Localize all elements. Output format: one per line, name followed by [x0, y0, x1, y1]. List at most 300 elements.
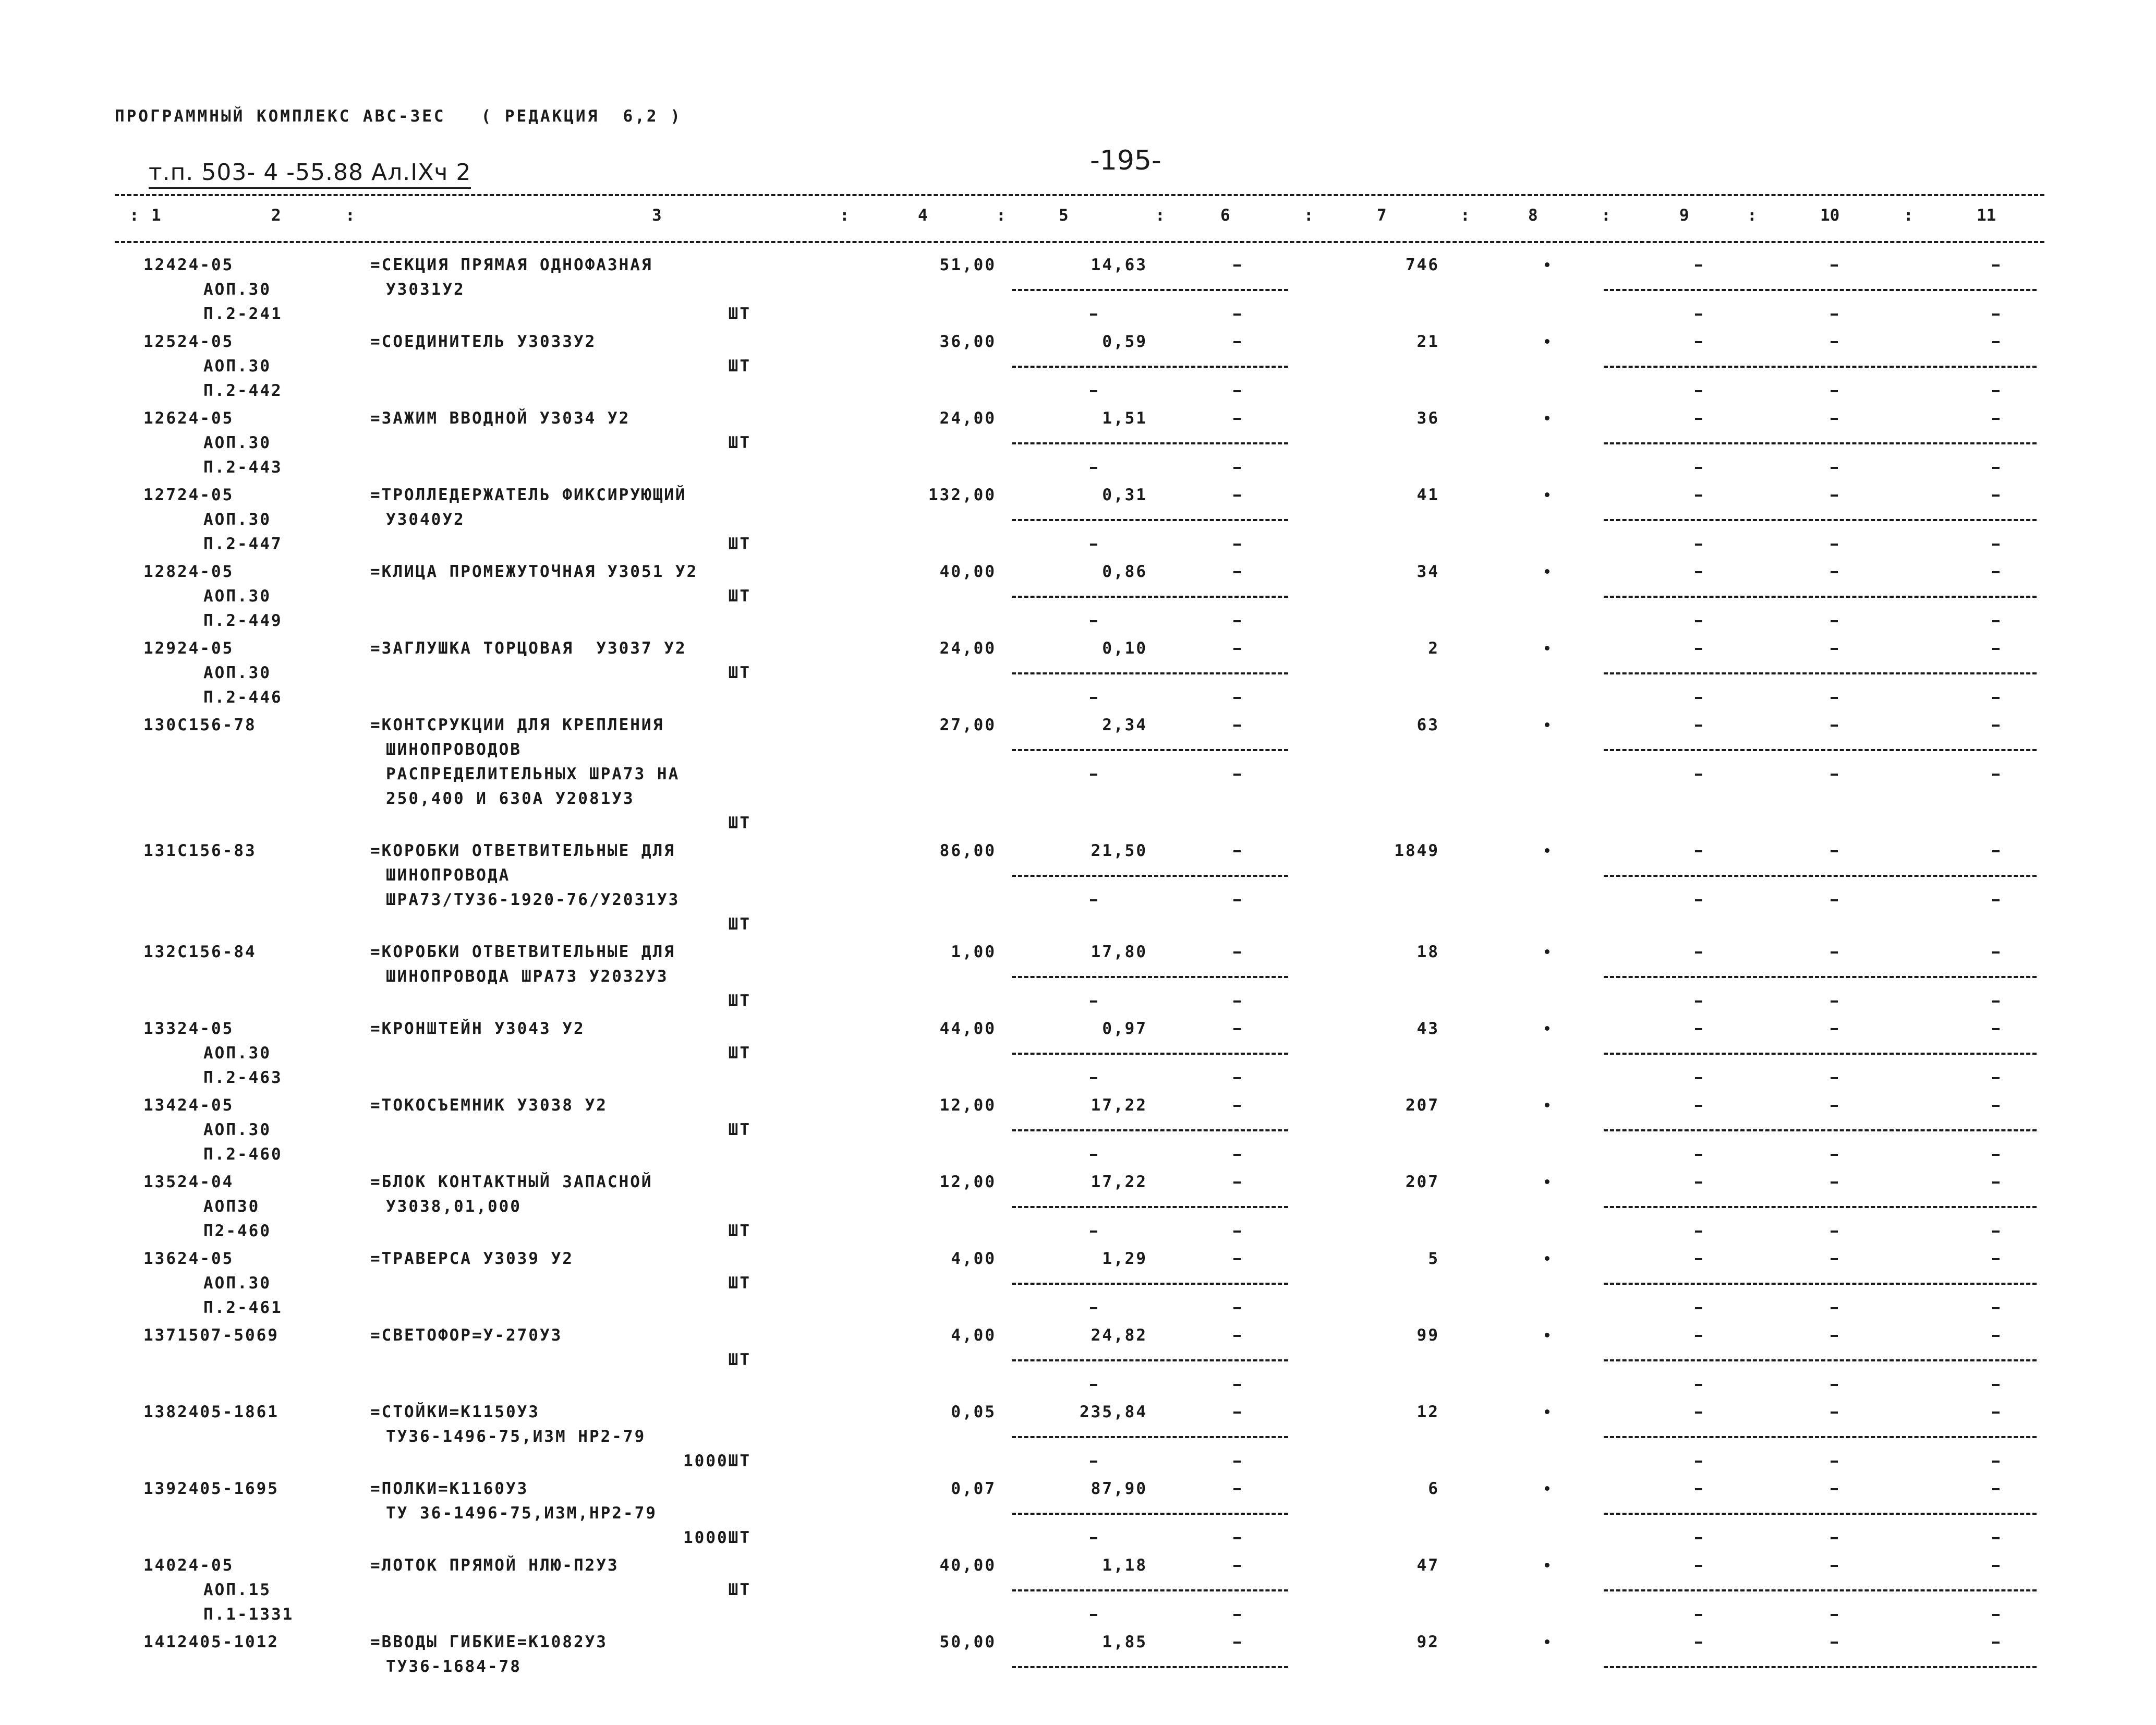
row-code-line: 24-04	[177, 1173, 234, 1191]
row-code-line: С156-84	[177, 943, 257, 961]
row-number: 133	[143, 1019, 177, 1038]
row-quantity: 12,00	[939, 1173, 996, 1191]
empty-cell-dash	[1695, 1614, 1702, 1616]
empty-cell-dash	[1695, 1154, 1702, 1156]
row-quantity: 51,00	[939, 256, 996, 274]
row-number: 136	[143, 1249, 177, 1268]
sub-rule	[1604, 749, 2037, 751]
row-code-line: АОП.30	[203, 1120, 271, 1139]
empty-cell-dash	[1233, 850, 1241, 852]
empty-cell-dash	[1992, 648, 2000, 650]
empty-cell-dash	[1233, 1028, 1241, 1030]
row-code-line: 24-05	[177, 562, 234, 581]
sub-rule	[1604, 1589, 2037, 1591]
empty-cell-dash	[1090, 899, 1097, 901]
empty-cell-dash	[1233, 1461, 1241, 1463]
row-quantity: 4,00	[951, 1326, 996, 1345]
empty-cell-dash	[1992, 1258, 2000, 1260]
row-code-line: 24-05	[177, 486, 234, 504]
empty-cell-dash	[1695, 1000, 1702, 1003]
row-description-line: =ЗАЖИМ ВВОДНОЙ У3034 У2	[370, 409, 631, 428]
row-description-line: =ТРОЛЛЕДЕРЖАТЕЛЬ ФИКСИРУЮЩИЙ	[370, 486, 687, 504]
empty-cell-bullet	[1545, 1179, 1549, 1184]
sub-rule	[1604, 1513, 2037, 1515]
column-header-code: 2	[271, 206, 281, 225]
sub-rule	[1012, 289, 1288, 291]
row-total: 34	[1416, 562, 1439, 581]
empty-cell-dash	[1695, 1335, 1702, 1337]
row-total: 43	[1416, 1019, 1439, 1038]
row-description-line: =ПОЛКИ=К1160У3	[370, 1479, 529, 1498]
row-price: 1,51	[1102, 409, 1147, 428]
row-description-line: =КОНТСРУКЦИИ ДЛЯ КРЕПЛЕНИЯ	[370, 716, 664, 734]
row-number: 137	[143, 1326, 177, 1345]
row-total: 207	[1406, 1173, 1439, 1191]
empty-cell-dash	[1233, 544, 1241, 546]
empty-cell-dash	[1992, 850, 2000, 852]
empty-cell-dash	[1831, 1181, 1838, 1184]
sub-rule	[1012, 366, 1288, 368]
row-code-line: АОП.30	[203, 280, 271, 299]
empty-cell-dash	[1695, 341, 1702, 343]
empty-cell-dash	[1233, 1412, 1241, 1414]
empty-cell-dash	[1233, 1231, 1241, 1233]
sub-rule	[1012, 1206, 1288, 1208]
row-unit: ШТ	[728, 1581, 751, 1599]
row-code-line: 24-05	[177, 409, 234, 428]
empty-cell-dash	[1992, 899, 2000, 901]
empty-cell-dash	[1831, 1105, 1838, 1107]
row-description-line: =ЗАГЛУШКА ТОРЦОВАЯ У3037 У2	[370, 639, 687, 658]
row-number: 139	[143, 1479, 177, 1498]
row-description-line: =СТОЙКИ=К1150У3	[370, 1403, 540, 1421]
row-description-line: 250,400 И 630А У2081У3	[386, 789, 635, 808]
empty-cell-dash	[1233, 1614, 1241, 1616]
empty-cell-dash	[1090, 313, 1097, 316]
row-quantity: 44,00	[939, 1019, 996, 1038]
column-header-total: 7	[1377, 206, 1387, 225]
row-unit: ШТ	[728, 992, 751, 1010]
empty-cell-dash	[1992, 467, 2000, 469]
row-number: 141	[143, 1633, 177, 1651]
empty-cell-dash	[1695, 697, 1702, 699]
row-code-line: АОП.30	[203, 664, 271, 682]
sub-rule	[1604, 366, 2037, 368]
empty-cell-dash	[1695, 725, 1702, 727]
empty-cell-dash	[1992, 571, 2000, 573]
empty-cell-dash	[1992, 1537, 2000, 1539]
sub-rule	[1012, 1589, 1288, 1591]
page-number: -195-	[1090, 145, 1161, 176]
row-description-line: =СВЕТОФОР=У-270У3	[370, 1326, 563, 1345]
row-unit: ШТ	[728, 1350, 751, 1369]
row-unit: 1000ШТ	[683, 1528, 751, 1547]
column-separator: :	[1460, 206, 1470, 225]
row-code-line: 2405-1695	[177, 1479, 279, 1498]
row-price: 235,84	[1080, 1403, 1147, 1421]
row-code-line: П.2-463	[203, 1068, 283, 1087]
empty-cell-dash	[1831, 341, 1838, 343]
row-code-line: П.2-241	[203, 305, 283, 323]
row-description-line: У3038,01,000	[386, 1197, 522, 1216]
row-number: 135	[143, 1173, 177, 1191]
empty-cell-dash	[1831, 1307, 1838, 1309]
empty-cell-dash	[1992, 390, 2000, 392]
sub-rule	[1012, 976, 1288, 978]
sub-rule	[1604, 1129, 2037, 1131]
sub-rule	[1604, 976, 2037, 978]
row-code-line: П.2-461	[203, 1298, 283, 1317]
row-unit: ШТ	[728, 535, 751, 553]
empty-cell-dash	[1233, 774, 1241, 776]
row-unit: ШТ	[728, 1274, 751, 1293]
empty-cell-dash	[1831, 774, 1838, 776]
row-number: 128	[143, 562, 177, 581]
empty-cell-bullet	[1545, 646, 1549, 650]
row-quantity: 36,00	[939, 332, 996, 351]
row-code-line: 2405-1861	[177, 1403, 279, 1421]
row-description-line: =СОЕДИНИТЕЛЬ У3033У2	[370, 332, 597, 351]
empty-cell-dash	[1233, 341, 1241, 343]
sub-rule	[1604, 1283, 2037, 1285]
empty-cell-dash	[1831, 467, 1838, 469]
row-price: 0,31	[1102, 486, 1147, 504]
empty-cell-dash	[1090, 697, 1097, 699]
row-code-line: 24-05	[177, 332, 234, 351]
column-header-desc: 3	[652, 206, 662, 225]
empty-cell-dash	[1831, 1461, 1838, 1463]
row-code-line: АОП.15	[203, 1581, 271, 1599]
empty-cell-bullet	[1545, 949, 1549, 954]
row-unit: ШТ	[728, 433, 751, 452]
row-unit: 1000ШТ	[683, 1452, 751, 1470]
column-separator: :	[840, 206, 850, 225]
empty-cell-dash	[1695, 1181, 1702, 1184]
row-code-line: 24-05	[177, 256, 234, 274]
row-quantity: 50,00	[939, 1633, 996, 1651]
column-header-col9: 9	[1679, 206, 1689, 225]
column-separator: :	[996, 206, 1006, 225]
empty-cell-dash	[1233, 1384, 1241, 1386]
empty-cell-dash	[1233, 951, 1241, 954]
row-total: 36	[1416, 409, 1439, 428]
column-header-num: 1	[151, 206, 161, 225]
empty-cell-dash	[1233, 697, 1241, 699]
empty-cell-dash	[1831, 1642, 1838, 1644]
row-code-line: 1507-5069	[177, 1326, 279, 1345]
empty-cell-dash	[1992, 725, 2000, 727]
row-description-line: =КРОНШТЕЙН У3043 У2	[370, 1019, 585, 1038]
row-code-line: АОП30	[203, 1197, 260, 1216]
empty-cell-dash	[1233, 1307, 1241, 1309]
empty-cell-bullet	[1545, 848, 1549, 853]
row-price: 87,90	[1091, 1479, 1147, 1498]
row-total: 5	[1428, 1249, 1439, 1268]
row-code-line: 24-05	[177, 1249, 234, 1268]
empty-cell-dash	[1992, 1307, 2000, 1309]
sub-rule	[1012, 1436, 1288, 1438]
row-total: 92	[1416, 1633, 1439, 1651]
row-total: 6	[1428, 1479, 1439, 1498]
empty-cell-dash	[1695, 1488, 1702, 1490]
empty-cell-dash	[1233, 1000, 1241, 1003]
row-code-line: АОП.30	[203, 433, 271, 452]
column-separator: :	[1747, 206, 1757, 225]
empty-cell-dash	[1695, 899, 1702, 901]
empty-cell-dash	[1695, 467, 1702, 469]
empty-cell-dash	[1695, 1258, 1702, 1260]
empty-cell-bullet	[1545, 492, 1549, 497]
sub-rule	[1604, 1206, 2037, 1208]
empty-cell-dash	[1695, 1565, 1702, 1567]
row-total: 99	[1416, 1326, 1439, 1345]
document-reference-text: т.п. 503- 4 -55.88 Ал.IXч 2	[149, 159, 471, 186]
empty-cell-dash	[1831, 1000, 1838, 1003]
empty-cell-dash	[1695, 648, 1702, 650]
row-description-line: У3040У2	[386, 510, 465, 529]
empty-cell-dash	[1695, 1307, 1702, 1309]
row-description-line: ТУ36-1684-78	[386, 1657, 522, 1676]
row-price: 0,86	[1102, 562, 1147, 581]
empty-cell-dash	[1831, 1335, 1838, 1337]
empty-cell-dash	[1090, 467, 1097, 469]
row-price: 0,10	[1102, 639, 1147, 658]
sub-rule	[1012, 1513, 1288, 1515]
empty-cell-dash	[1233, 1181, 1241, 1184]
empty-cell-dash	[1831, 850, 1838, 852]
row-price: 17,80	[1091, 943, 1147, 961]
row-unit: ШТ	[728, 305, 751, 323]
row-code-line: П.1-1331	[203, 1605, 294, 1624]
sub-rule	[1604, 1053, 2037, 1055]
empty-cell-dash	[1233, 467, 1241, 469]
empty-cell-bullet	[1545, 339, 1549, 344]
empty-cell-dash	[1090, 1077, 1097, 1079]
row-quantity: 86,00	[939, 841, 996, 860]
row-code-line: АОП.30	[203, 1274, 271, 1293]
row-unit: ШТ	[728, 1120, 751, 1139]
empty-cell-dash	[1695, 494, 1702, 497]
empty-cell-dash	[1992, 544, 2000, 546]
sub-rule	[1604, 672, 2037, 674]
empty-cell-dash	[1090, 1537, 1097, 1539]
empty-cell-dash	[1090, 1384, 1097, 1386]
column-header-col10: 10	[1820, 206, 1840, 225]
row-price: 17,22	[1091, 1096, 1147, 1115]
empty-cell-dash	[1695, 620, 1702, 622]
document-reference	[149, 159, 471, 186]
empty-cell-dash	[1831, 1028, 1838, 1030]
row-description-line: =КОРОБКИ ОТВЕТВИТЕЛЬНЫЕ ДЛЯ	[370, 841, 675, 860]
empty-cell-dash	[1233, 1077, 1241, 1079]
sub-rule	[1604, 519, 2037, 521]
row-unit: ШТ	[728, 664, 751, 682]
row-description-line: ШИНОПРОВОДА ШРА73 У2032У3	[386, 967, 669, 986]
empty-cell-dash	[1992, 1488, 2000, 1490]
empty-cell-dash	[1992, 1565, 2000, 1567]
row-unit: ШТ	[728, 1044, 751, 1063]
row-total: 2	[1428, 639, 1439, 658]
row-quantity: 12,00	[939, 1096, 996, 1115]
row-total: 1849	[1394, 841, 1439, 860]
empty-cell-dash	[1233, 725, 1241, 727]
empty-cell-dash	[1695, 313, 1702, 316]
empty-cell-bullet	[1545, 1486, 1549, 1491]
empty-cell-dash	[1233, 264, 1241, 267]
sub-rule	[1604, 596, 2037, 598]
empty-cell-dash	[1992, 1642, 2000, 1644]
table-header-rule	[115, 241, 2044, 243]
empty-cell-dash	[1831, 648, 1838, 650]
row-price: 1,18	[1102, 1556, 1147, 1575]
sub-rule	[1012, 519, 1288, 521]
empty-cell-bullet	[1545, 1563, 1549, 1567]
empty-cell-dash	[1831, 1258, 1838, 1260]
empty-cell-dash	[1831, 951, 1838, 954]
empty-cell-dash	[1233, 1335, 1241, 1337]
empty-cell-dash	[1831, 390, 1838, 392]
row-number: 134	[143, 1096, 177, 1115]
row-description-line: ШИНОПРОВОДА	[386, 866, 511, 885]
sub-rule	[1012, 1053, 1288, 1055]
row-total: 41	[1416, 486, 1439, 504]
row-price: 24,82	[1091, 1326, 1147, 1345]
row-description-line: ШИНОПРОВОДОВ	[386, 740, 522, 759]
empty-cell-dash	[1831, 697, 1838, 699]
empty-cell-dash	[1695, 264, 1702, 267]
empty-cell-dash	[1695, 1537, 1702, 1539]
empty-cell-dash	[1831, 1231, 1838, 1233]
empty-cell-dash	[1992, 1154, 2000, 1156]
row-code-line: 24-05	[177, 1096, 234, 1115]
row-number: 125	[143, 332, 177, 351]
empty-cell-dash	[1233, 1565, 1241, 1567]
empty-cell-dash	[1695, 774, 1702, 776]
column-separator: :	[1601, 206, 1611, 225]
empty-cell-bullet	[1545, 1409, 1549, 1414]
row-description-line: ШРА73/ТУ36-1920-76/У2031У3	[386, 890, 680, 909]
row-code-line: 24-05	[177, 639, 234, 658]
row-quantity: 40,00	[939, 562, 996, 581]
sub-rule	[1012, 749, 1288, 751]
empty-cell-dash	[1831, 725, 1838, 727]
row-unit: ШТ	[728, 587, 751, 606]
empty-cell-bullet	[1545, 1256, 1549, 1261]
row-description-line: =ТРАВЕРСА У3039 У2	[370, 1249, 574, 1268]
empty-cell-dash	[1090, 544, 1097, 546]
row-quantity: 1,00	[951, 943, 996, 961]
column-header-col11: 11	[1977, 206, 1996, 225]
row-total: 746	[1406, 256, 1439, 274]
empty-cell-dash	[1233, 620, 1241, 622]
empty-cell-dash	[1695, 1105, 1702, 1107]
empty-cell-dash	[1695, 1642, 1702, 1644]
row-number: 127	[143, 486, 177, 504]
empty-cell-dash	[1695, 1384, 1702, 1386]
empty-cell-dash	[1695, 951, 1702, 954]
column-header-col8: 8	[1528, 206, 1538, 225]
row-price: 17,22	[1091, 1173, 1147, 1191]
empty-cell-dash	[1831, 1154, 1838, 1156]
empty-cell-bullet	[1545, 722, 1549, 727]
row-code-line: П.2-443	[203, 458, 283, 477]
row-quantity: 24,00	[939, 639, 996, 658]
sub-rule	[1604, 1436, 2037, 1438]
row-code-line: П.2-442	[203, 381, 283, 400]
empty-cell-dash	[1992, 494, 2000, 497]
empty-cell-dash	[1233, 1154, 1241, 1156]
row-price: 1,29	[1102, 1249, 1147, 1268]
sub-rule	[1012, 1283, 1288, 1285]
empty-cell-dash	[1992, 341, 2000, 343]
row-quantity: 40,00	[939, 1556, 996, 1575]
column-header-qty: 4	[918, 206, 928, 225]
row-code-line: П.2-460	[203, 1145, 283, 1164]
row-unit: ШТ	[728, 1222, 751, 1240]
empty-cell-dash	[1233, 1105, 1241, 1107]
empty-cell-dash	[1831, 264, 1838, 267]
empty-cell-dash	[1992, 1000, 2000, 1003]
row-description-line: РАСПРЕДЕЛИТЕЛЬНЫХ ШРА73 НА	[386, 765, 680, 783]
empty-cell-dash	[1695, 1028, 1702, 1030]
document-reference-underline	[149, 187, 471, 189]
empty-cell-bullet	[1545, 569, 1549, 574]
empty-cell-dash	[1090, 774, 1097, 776]
empty-cell-dash	[1831, 313, 1838, 316]
empty-cell-dash	[1992, 1614, 2000, 1616]
row-number: 131	[143, 841, 177, 860]
empty-cell-dash	[1233, 1488, 1241, 1490]
row-unit: ШТ	[728, 357, 751, 376]
row-code-line: АОП.30	[203, 1044, 271, 1063]
empty-cell-dash	[1831, 418, 1838, 420]
row-description-line: =СЕКЦИЯ ПРЯМАЯ ОДНОФАЗНАЯ	[370, 256, 653, 274]
sub-rule	[1012, 596, 1288, 598]
row-number: 138	[143, 1403, 177, 1421]
empty-cell-dash	[1090, 1614, 1097, 1616]
row-total: 47	[1416, 1556, 1439, 1575]
empty-cell-dash	[1992, 1412, 2000, 1414]
empty-cell-dash	[1831, 1537, 1838, 1539]
empty-cell-dash	[1992, 1181, 2000, 1184]
row-code-line: С156-83	[177, 841, 257, 860]
empty-cell-bullet	[1545, 1026, 1549, 1031]
row-price: 0,97	[1102, 1019, 1147, 1038]
empty-cell-bullet	[1545, 1333, 1549, 1337]
column-header-col6: 6	[1220, 206, 1230, 225]
empty-cell-dash	[1831, 899, 1838, 901]
empty-cell-dash	[1233, 390, 1241, 392]
sub-rule	[1604, 1666, 2037, 1668]
row-code-line: П.2-447	[203, 535, 283, 553]
table-top-rule	[115, 194, 2044, 196]
row-total: 21	[1416, 332, 1439, 351]
empty-cell-dash	[1831, 571, 1838, 573]
row-total: 63	[1416, 716, 1439, 734]
sub-rule	[1012, 442, 1288, 444]
empty-cell-dash	[1090, 620, 1097, 622]
empty-cell-dash	[1992, 1384, 2000, 1386]
empty-cell-dash	[1831, 1565, 1838, 1567]
row-code-line: АОП.30	[203, 587, 271, 606]
empty-cell-dash	[1992, 1028, 2000, 1030]
empty-cell-dash	[1090, 1231, 1097, 1233]
empty-cell-dash	[1695, 1412, 1702, 1414]
empty-cell-dash	[1992, 1231, 2000, 1233]
row-price: 2,34	[1102, 716, 1147, 734]
row-price: 21,50	[1091, 841, 1147, 860]
sub-rule	[1604, 289, 2037, 291]
